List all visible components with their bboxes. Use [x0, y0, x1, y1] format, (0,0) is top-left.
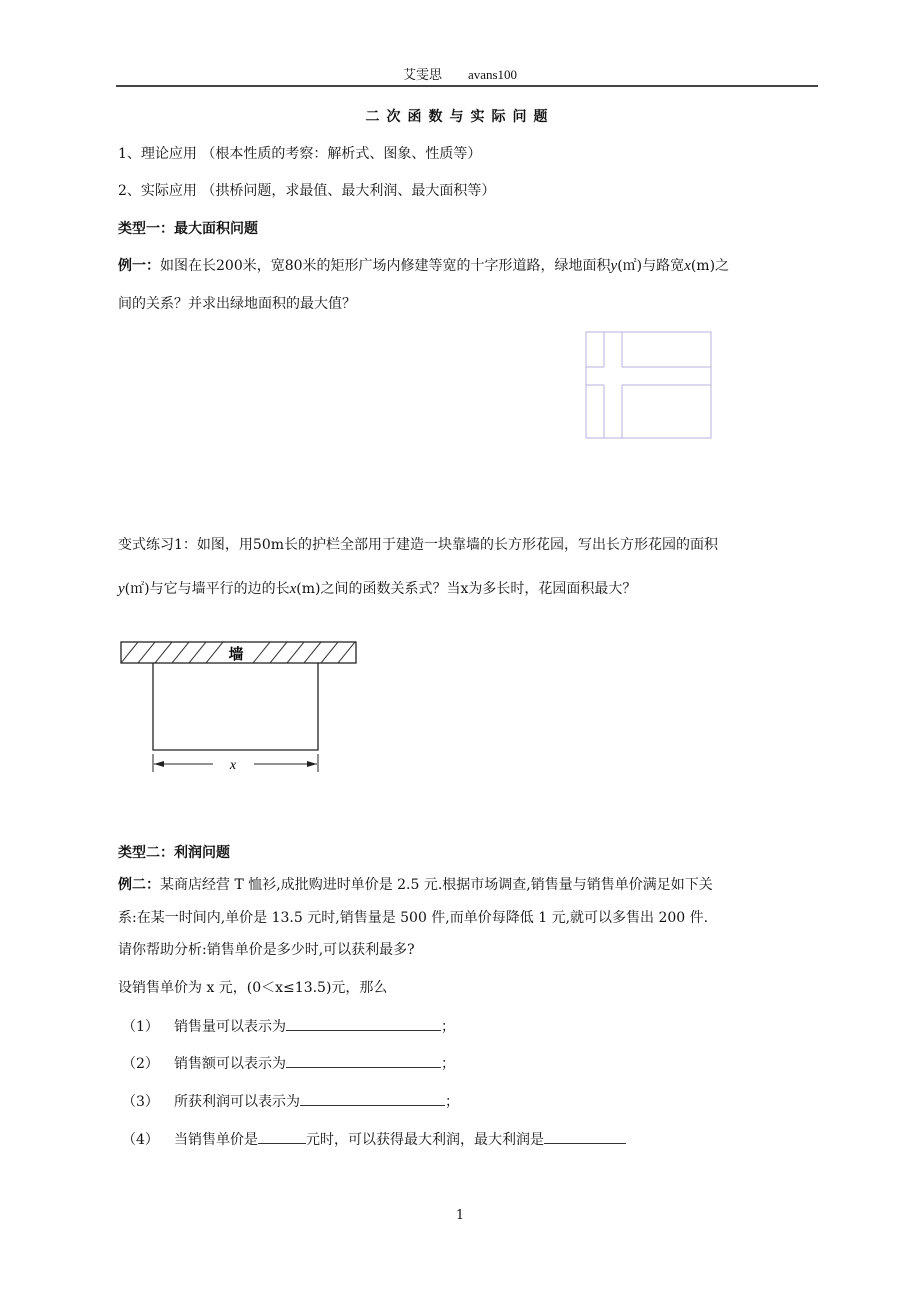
example1-line2: 间的关系？并求出绿地面积的最大值？ [118, 296, 356, 312]
question-text-b: 元时，可以获得最大利润，最大利润是 [306, 1132, 544, 1148]
example2-text: 某商店经营 T 恤衫,成批购进时单价是 2.5 元.根据市场调查,销售量与销售单价满足如下关 [160, 877, 713, 893]
example1-mid: 与路宽 [642, 258, 685, 274]
header-id: avans100 [467, 67, 518, 82]
garden-rectangle [153, 663, 318, 750]
question-text: 所获利润可以表示为 [174, 1094, 300, 1110]
example1-end: 之 [715, 258, 730, 274]
question-end: ； [445, 1094, 459, 1110]
page-header [0, 64, 920, 83]
example2-line3: 请你帮助分析:销售单价是多少时,可以获利最多? [118, 942, 415, 958]
unit-m2: (㎡) [617, 258, 643, 274]
variant1-text-a: (㎡)与它与墙平行的边的长 [124, 581, 290, 597]
intro-line-1: 1、理论应用 （根本性质的考察：解析式、图象、性质等） [118, 146, 482, 162]
type1-heading: 类型一：最大面积问题 [118, 221, 258, 237]
page-title: 二次函数与实际问题 [365, 109, 555, 125]
answer-blank[interactable] [286, 1016, 441, 1031]
max-profit-blank[interactable] [544, 1129, 626, 1144]
answer-blank[interactable] [300, 1091, 445, 1106]
var-x: x [684, 258, 691, 274]
example1-line1 [118, 257, 729, 275]
answer-blank[interactable] [286, 1053, 441, 1068]
type2-heading: 类型二：利润问题 [118, 845, 230, 861]
question-number: （3） [122, 1094, 159, 1110]
intro-line-2: 2、实际应用 （拱桥问题，求最值、最大利润、最大面积等） [118, 183, 496, 199]
question-text: 销售量可以表示为 [174, 1019, 286, 1035]
example1-label: 例一： [118, 258, 160, 274]
variant1-line2 [118, 580, 636, 598]
question-number: （4） [122, 1132, 159, 1148]
var-y: y [118, 581, 125, 597]
question-end: ； [441, 1019, 455, 1035]
question-3 [122, 1091, 459, 1111]
question-2 [122, 1053, 455, 1073]
question-1 [122, 1016, 455, 1036]
example2-line2: 系:在某一时间内,单价是 13.5 元时,销售量是 500 件,而单价每降低 1 元,就可以多售出 200 件. [118, 910, 709, 926]
question-text: 销售额可以表示为 [174, 1056, 286, 1072]
question-end: ； [441, 1056, 455, 1072]
dimension-label: x [229, 758, 237, 773]
question-4 [122, 1129, 626, 1149]
question-number: （2） [122, 1056, 159, 1072]
variant1-line1: 变式练习1：如图，用50m长的护栏全部用于建造一块靠墙的长方形花园，写出长方形花园的面积 [118, 537, 718, 553]
wall-label: 墙 [228, 645, 244, 663]
question-number: （1） [122, 1019, 159, 1035]
example1-text: 如图在长200米，宽80米的矩形广场内修建等宽的十字形道路，绿地面积 [160, 258, 611, 274]
header-author: 艾雯思 [402, 67, 442, 82]
wall-garden-figure [118, 640, 363, 775]
setup-line: 设销售单价为 x 元，(0＜x≤13.5)元，那么 [118, 980, 388, 996]
unit-m: (m) [690, 258, 716, 274]
question-text-a: 当销售单价是 [174, 1132, 258, 1148]
var-y: y [610, 258, 618, 274]
page-number: 1 [455, 1208, 465, 1223]
header-rule [116, 85, 818, 87]
plaza-cross-road-figure [584, 330, 714, 442]
example2-line1 [118, 876, 713, 894]
var-x: x [289, 581, 297, 597]
example2-label: 例二： [118, 877, 160, 893]
price-blank[interactable] [258, 1129, 306, 1144]
variant1-text-b: (m)之间的函数关系式？当x为多长时，花园面积最大？ [296, 581, 637, 597]
